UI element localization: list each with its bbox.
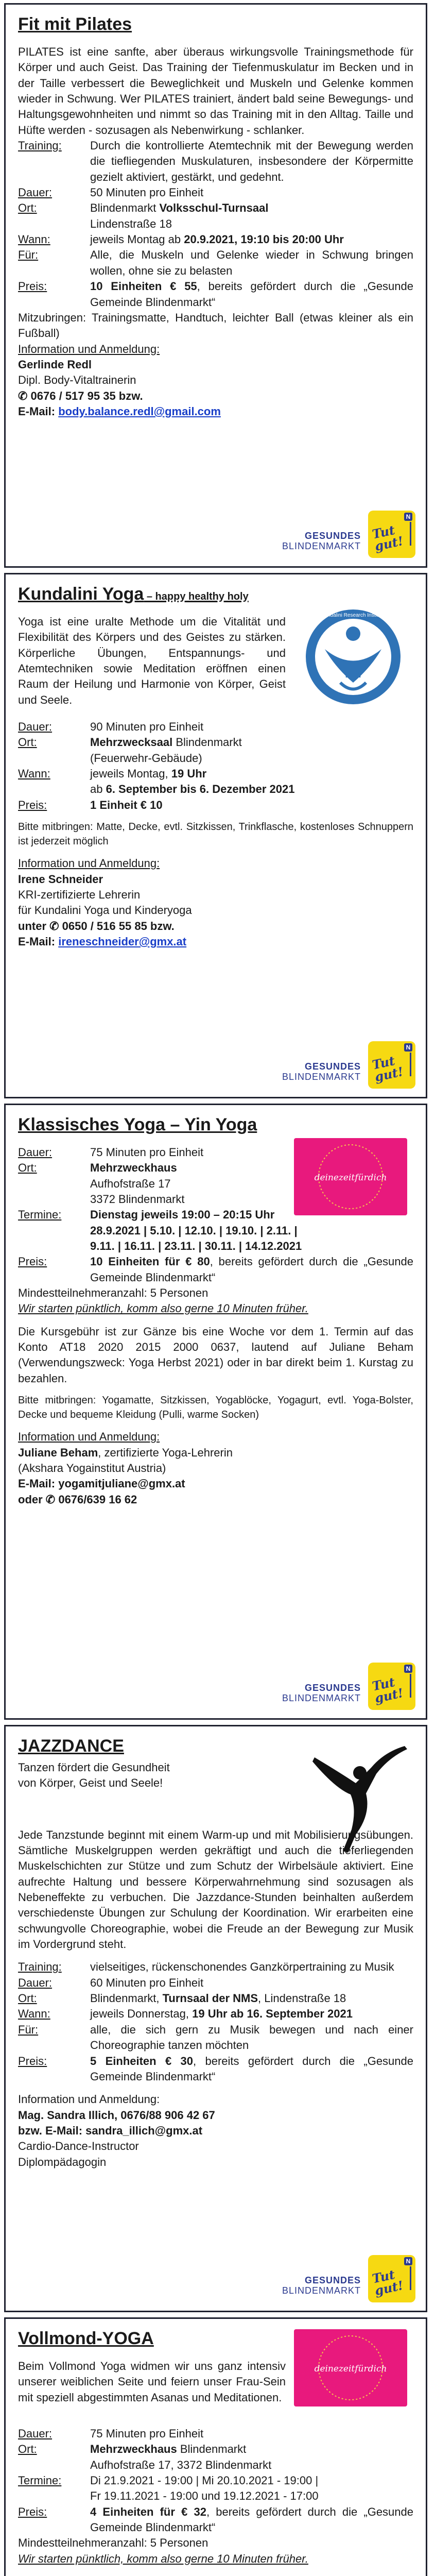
label: Training: bbox=[18, 139, 62, 152]
kundalini-contact bbox=[18, 856, 413, 950]
gesunde-gemeinde-logo bbox=[282, 2275, 361, 2296]
value bbox=[90, 2504, 413, 2536]
wann-bold: 20.9.2021, 19:10 bis 20:00 Uhr bbox=[184, 233, 344, 246]
klassisch-title: Klassisches Yoga – Yin Yoga bbox=[18, 1115, 257, 1134]
ort-line2: Lindenstraße 18 bbox=[90, 217, 172, 230]
contact-qual: Dipl. Body-Vitaltrainerin bbox=[18, 374, 136, 387]
label: Ort: bbox=[18, 2443, 37, 2456]
label: Preis: bbox=[18, 2054, 47, 2067]
vollmond-ort-row bbox=[18, 2442, 413, 2473]
pilates-preis-row bbox=[18, 279, 413, 310]
label: Wann: bbox=[18, 233, 50, 246]
preis-bold: 4 Einheiten für € 32 bbox=[90, 2505, 206, 2518]
contact-phone: unter ✆ 0650 / 516 55 85 bzw. bbox=[18, 919, 175, 933]
kundalini-card bbox=[4, 573, 427, 1098]
ort-pre: Blindenmarkt bbox=[90, 201, 160, 215]
vollmond-preis-row bbox=[18, 2504, 413, 2536]
contact-qual1: KRI-zertifizierte Lehrerin bbox=[18, 888, 141, 902]
jazz-training-row bbox=[18, 1959, 413, 1975]
vollmond-card bbox=[4, 2317, 427, 2576]
klassisch-min: Mindestteilnehmeranzahl: 5 Personen bbox=[18, 1286, 208, 1300]
contact-email[interactable]: bzw. E-Mail: sandra_illich@gmx.at bbox=[18, 2124, 203, 2137]
info-label: Information und Anmeldung: bbox=[18, 857, 160, 870]
label: Dauer: bbox=[18, 1145, 53, 1159]
contact-phone: ✆ 0676 / 517 95 35 bzw. bbox=[18, 389, 143, 402]
tut-gut-text: Tut gut! bbox=[371, 522, 405, 554]
label: Training: bbox=[18, 1960, 62, 1974]
value: 75 Minuten pro Einheit bbox=[90, 1145, 204, 1159]
jazz-wann-row bbox=[18, 2006, 413, 2022]
jazz-card bbox=[4, 1725, 427, 2312]
contact-email[interactable]: E-Mail: yogamitjuliane@gmx.at bbox=[18, 1477, 185, 1490]
klassisch-contact bbox=[18, 1429, 413, 1507]
wann-pre: jeweils Montag, bbox=[90, 767, 171, 781]
dancer-silhouette-icon bbox=[294, 1737, 423, 1855]
jazz-contact bbox=[18, 2092, 413, 2170]
tut-gut-logo bbox=[368, 1663, 415, 1710]
kri-text: KRI bbox=[345, 669, 361, 680]
wann-line2-bold: 6. September bis 6. Dezember 2021 bbox=[106, 783, 295, 796]
n-badge: N bbox=[404, 2257, 412, 2265]
preis-rest: , bereits gefördert durch die „Gesunde Gemeinde Blindenmarkt“ bbox=[90, 2505, 413, 2534]
value bbox=[90, 735, 413, 766]
label: Termine: bbox=[18, 1208, 62, 1222]
preis-bold: 5 Einheiten € 30 bbox=[90, 2054, 194, 2067]
kri-logo bbox=[294, 605, 412, 708]
logo-line1: GESUNDES bbox=[304, 530, 361, 541]
tut-gut-logo bbox=[368, 1041, 415, 1089]
ort-bold: Mehrzwecksaal bbox=[90, 736, 173, 749]
wann-pre: jeweils Donnerstag, bbox=[90, 2007, 193, 2021]
jazz-title: JAZZDANCE bbox=[18, 1736, 124, 1756]
value bbox=[90, 200, 413, 232]
logo-line1: GESUNDES bbox=[304, 2275, 361, 2285]
vollmond-termine-row bbox=[18, 2473, 413, 2504]
preis-bold: 1 Einheit € 10 bbox=[90, 798, 163, 811]
label: Ort: bbox=[18, 201, 37, 215]
info-label: Information und Anmeldung: bbox=[18, 342, 160, 355]
termine-line2: 28.9.2021 | 5.10. | 12.10. | 19.10. | 2.11. | bbox=[90, 1224, 298, 1237]
kri-ring-text: Kundalini Research Institute bbox=[321, 613, 386, 618]
contact-verband: (Akshara Yogainstitut Austria) bbox=[18, 1462, 166, 1475]
contact-qual2: Diplompädagogin bbox=[18, 2155, 107, 2168]
gesunde-gemeinde-logo bbox=[282, 1683, 361, 1704]
pilates-dauer-row bbox=[18, 185, 413, 200]
info-label: Information und Anmeldung: bbox=[18, 1430, 160, 1444]
jazz-ort-row bbox=[18, 1991, 413, 2006]
label: Ort: bbox=[18, 1992, 37, 2005]
gesunde-gemeinde-logo bbox=[282, 531, 361, 552]
value: 90 Minuten pro Einheit bbox=[90, 720, 204, 733]
label: Wann: bbox=[18, 767, 50, 781]
pilates-card bbox=[4, 3, 427, 568]
contact-name: Irene Schneider bbox=[18, 872, 103, 886]
klassisch-card bbox=[4, 1104, 427, 1720]
wann-bold: 19 Uhr ab 16. September 2021 bbox=[192, 2007, 353, 2021]
logo-line2: BLINDENMARKT bbox=[282, 1072, 361, 1082]
n-badge: N bbox=[404, 1043, 412, 1052]
termine-line3: 9.11. | 16.11. | 23.11. | 30.11. | 14.12.2021 bbox=[90, 1239, 302, 1252]
ort-line2: Aufhofstraße 17 bbox=[90, 1177, 171, 1190]
label: Preis: bbox=[18, 2505, 47, 2518]
kundalini-subtitle: – happy healthy holy bbox=[144, 591, 249, 602]
contact-qual1: Cardio-Dance-Instructor bbox=[18, 2140, 139, 2153]
jazz-fuer-row bbox=[18, 2022, 413, 2054]
pilates-training-row bbox=[18, 138, 413, 185]
kundalini-preis-row bbox=[18, 798, 413, 813]
value bbox=[90, 1991, 413, 2006]
contact-name: Juliane Beham bbox=[18, 1446, 98, 1459]
n-badge: N bbox=[404, 1665, 412, 1673]
info-label: Information und Anmeldung: bbox=[18, 2093, 160, 2106]
deine-zeit-logo bbox=[294, 2329, 407, 2406]
tut-gut-text: Tut gut! bbox=[371, 1053, 405, 1084]
logo-line1: GESUNDES bbox=[304, 1061, 361, 1072]
pilates-mitzubringen: Mitzubringen: Trainingsmatte, Handtuch, leichter Ball (etwas kleiner als ein Fußball) bbox=[18, 311, 413, 340]
pilates-title: Fit mit Pilates bbox=[18, 14, 132, 34]
vollmond-dauer-row bbox=[18, 2426, 413, 2442]
preis-rest: , bereits gefördert durch die „Gesunde Gemeinde Blindenmarkt“ bbox=[90, 2054, 413, 2083]
wann-bold: 19 Uhr bbox=[171, 767, 207, 781]
value bbox=[90, 2006, 413, 2022]
klassisch-puenktlich: Wir starten pünktlich, komm also gerne 10 Minuten früher. bbox=[18, 1302, 308, 1315]
vollmond-kurs bbox=[18, 2574, 413, 2576]
kundalini-title-main: Kundalini Yoga bbox=[18, 584, 144, 604]
label: Preis: bbox=[18, 798, 47, 811]
preis-bold: 10 Einheiten für € 80 bbox=[90, 1255, 210, 1268]
logo-line2: BLINDENMARKT bbox=[282, 2285, 361, 2296]
preis-rest: , bereits gefördert durch die „Gesunde Gemeinde Blindenmarkt“ bbox=[90, 280, 414, 309]
value: 75 Minuten pro Einheit bbox=[90, 2427, 204, 2440]
logo-line2: BLINDENMARKT bbox=[282, 541, 361, 552]
contact-phone: oder ✆ 0676/639 16 62 bbox=[18, 1493, 137, 1506]
jazz-preis-row bbox=[18, 2054, 413, 2085]
email-link[interactable]: ireneschneider@gmx.at bbox=[58, 935, 187, 948]
ort-bold: Mehrzweckhaus bbox=[90, 2443, 177, 2456]
value bbox=[90, 1254, 413, 1285]
kundalini-mitbringen: Bitte mitbringen: Matte, Decke, evtl. Sitzkissen, Trinkflasche, kostenloses Schnuppern ist jederzeit möglich bbox=[18, 821, 413, 847]
value: vielseitiges, rückenschonendes Ganzkörpertraining zu Musik bbox=[90, 1960, 394, 1974]
deine-zeit-text: deinezeitfürdich bbox=[314, 2364, 387, 2374]
ort-pre: Blindenmarkt, bbox=[90, 1992, 163, 2005]
value: Durch die kontrollierte Atemtechnik mit der Bewegung werden die tiefliegenden Muskulaturen, insbesondere der Körpermitte gezielt aktiviert, gestärkt, und gedehnt. bbox=[90, 139, 413, 183]
label: Preis: bbox=[18, 280, 47, 293]
label: Ort: bbox=[18, 736, 37, 749]
jazz-dauer-row bbox=[18, 1975, 413, 1991]
termine-line2: Fr 19.11.2021 - 19:00 und 19.12.2021 - 17:00 bbox=[90, 2489, 319, 2503]
email-link[interactable]: body.balance.redl@gmail.com bbox=[58, 405, 221, 418]
label: Preis: bbox=[18, 1255, 47, 1268]
tut-gut-logo bbox=[368, 511, 415, 558]
pilates-ort-row bbox=[18, 200, 413, 232]
preis-bold: 10 Einheiten € 55 bbox=[90, 280, 197, 293]
vollmond-intro: Beim Vollmond Yoga widmen wir uns ganz intensiv unserer weiblichen Seite und feiern unser Frau-Sein mit speziell abgestimmten Asanas und Meditationen. bbox=[18, 2359, 286, 2404]
kundalini-ort-row bbox=[18, 735, 413, 766]
gesunde-gemeinde-logo bbox=[282, 1061, 361, 1082]
deine-zeit-logo-icon bbox=[294, 1138, 407, 1215]
contact-qual2: für Kundalini Yoga und Kinderyoga bbox=[18, 904, 192, 917]
tut-gut-text: Tut gut! bbox=[371, 1674, 405, 1706]
kundalini-wann-row bbox=[18, 766, 413, 798]
contact-name: Gerlinde Redl bbox=[18, 358, 92, 371]
value: alle, die sich gern zu Musik bewegen und nach einer Choreographie tanzen möchten bbox=[90, 2023, 413, 2052]
jazz-slogan2: von Körper, Geist und Seele! bbox=[18, 1776, 163, 1790]
label: Dauer: bbox=[18, 186, 53, 199]
preis-rest: , bereits gefördert durch die „Gesunde Gemeinde Blindenmarkt“ bbox=[90, 1255, 413, 1284]
ort-line2: Aufhofstraße 17, 3372 Blindenmarkt bbox=[90, 2458, 272, 2471]
jazz-intro: Jede Tanzstunde beginnt mit einem Warm-up und mit Mobilisierungsübungen. Sämtliche Muskelgruppen werden gekräftigt und auch die tieferliegenden Muskelschichten zur Stütze und zum Schutz der Wirbelsäule aktiviert. Eine aufrechte Haltung und bessere Körperwahrnehmung sind sozusagen als Nebeneffekte zu verbuchen. Die Jazzdance-Stunden beinhalten außerdem verschiedenste Übungen zur Schulung der Koordination. Wir erarbeiten eine schwungvolle Choreographie, wobei die Freude an der Bewegung zur Musik im Vordergrund steht. bbox=[18, 1828, 413, 1951]
label: Termine: bbox=[18, 2473, 62, 2487]
label: Wann: bbox=[18, 2007, 50, 2021]
value bbox=[90, 2442, 413, 2473]
value bbox=[90, 766, 413, 798]
vollmond-min: Mindestteilnehmeranzahl: 5 Personen bbox=[18, 2536, 208, 2550]
wann-line2-pre: ab bbox=[90, 783, 106, 796]
tut-gut-text: Tut gut! bbox=[371, 2266, 405, 2298]
ort-rest: Blindenmarkt bbox=[177, 2443, 247, 2456]
ort-line2: (Feuerwehr-Gebäude) bbox=[90, 751, 202, 765]
wann-pre: jeweils Montag ab bbox=[90, 233, 184, 246]
termine-line1: Di 21.9.2021 - 19:00 | Mi 20.10.2021 - 19:00 | bbox=[90, 2473, 319, 2487]
pilates-contact bbox=[18, 342, 413, 420]
ort-rest: Blindenmarkt bbox=[172, 736, 242, 749]
value bbox=[90, 2473, 413, 2504]
ort-bold: Turnsaal der NMS bbox=[162, 1992, 258, 2005]
contact-name: Mag. Sandra Illich, 0676/88 906 42 67 bbox=[18, 2108, 215, 2122]
label: Dauer: bbox=[18, 720, 53, 733]
deine-zeit-text: deinezeitfürdich bbox=[314, 1173, 387, 1183]
value bbox=[90, 798, 413, 813]
kri-logo-icon bbox=[294, 605, 412, 708]
email-label: E-Mail: bbox=[18, 405, 59, 418]
vollmond-puenktlich: Wir starten pünktlich, komm also gerne 10 Minuten früher. bbox=[18, 2552, 308, 2565]
label: Für: bbox=[18, 2023, 39, 2036]
ort-bold: Mehrzweckhaus bbox=[90, 1161, 177, 1175]
termine-line1: Dienstag jeweils 19:00 – 20:15 Uhr bbox=[90, 1208, 275, 1222]
logo-line1: GESUNDES bbox=[304, 1682, 361, 1693]
klassisch-kurs: Die Kursgebühr ist zur Gänze bis eine Woche vor dem 1. Termin auf das Konto AT18 2020 2015 2000 0637, lautend auf Juliane Beham (Verwendungszweck: Yoga Herbst 2021) oder in bar direkt beim 1. Kurstag zu bezahlen. bbox=[18, 1325, 413, 1385]
dancer-illustration bbox=[294, 1737, 423, 1855]
kundalini-dauer-row bbox=[18, 719, 413, 735]
klassisch-mitbringen: Bitte mitbringen: Yogamatte, Sitzkissen, Yogablöcke, Yogagurt, evtl. Yoga-Bolster, Decke und bequeme Kleidung (Pulli, warme Socken) bbox=[18, 1395, 413, 1420]
deine-zeit-logo-icon bbox=[294, 2329, 407, 2406]
ort-bold: Volksschul-Turnsaal bbox=[159, 201, 269, 215]
value: 50 Minuten pro Einheit bbox=[90, 186, 204, 199]
kundalini-intro: Yoga ist eine uralte Methode um die Vitalität und Flexibilität des Körpers und des Geistes zu stärken. Körperliche Übungen, Entspannungs- und Atemtechniken sowie Meditation eröffnen einen Raum der Heilung und Harmonie von Körper, Geist und Seele. bbox=[18, 615, 286, 706]
ort-line3: 3372 Blindenmarkt bbox=[90, 1192, 185, 1206]
label: Für: bbox=[18, 248, 39, 262]
value bbox=[90, 279, 413, 310]
vollmond-title: Vollmond-YOGA bbox=[18, 2329, 154, 2348]
value: 60 Minuten pro Einheit bbox=[90, 1976, 204, 1989]
label: Ort: bbox=[18, 1161, 37, 1175]
email-label: E-Mail: bbox=[18, 935, 59, 948]
label: Dauer: bbox=[18, 2427, 53, 2440]
value: Alle, die Muskeln und Gelenke wieder in Schwung bringen wollen, ohne sie zu belasten bbox=[90, 248, 413, 277]
deine-zeit-logo bbox=[294, 1138, 407, 1215]
logo-line2: BLINDENMARKT bbox=[282, 1693, 361, 1704]
klassisch-preis-row bbox=[18, 1254, 413, 1285]
value bbox=[90, 2054, 413, 2085]
label: Dauer: bbox=[18, 1976, 53, 1989]
kundalini-title bbox=[18, 584, 413, 605]
contact-qual: , zertifizierte Yoga-Lehrerin bbox=[98, 1446, 233, 1459]
pilates-intro: PILATES ist eine sanfte, aber überaus wirkungsvolle Trainingsmethode für Körper und auch Geist. Das Training der Tiefenmuskulatur im Becken und in der Taille verbessert die Beweglichkeit und Muskeln und Gelenke kommen wieder in Schwung. Wer PILATES trainiert, ändert bald seine Bewegungs- und Haltungsgewohnheiten und nimmt so das Training mit in den Alltag. Taille und Hüfte werden - sozusagen als Nebenwirkung - schlanker. bbox=[18, 45, 413, 137]
ort-rest: , Lindenstraße 18 bbox=[258, 1992, 346, 2005]
n-badge: N bbox=[404, 513, 412, 521]
tut-gut-logo bbox=[368, 2255, 415, 2302]
pilates-wann-row bbox=[18, 232, 413, 247]
pilates-fuer-row bbox=[18, 247, 413, 279]
jazz-slogan1: Tanzen fördert die Gesundheit bbox=[18, 1760, 170, 1774]
value bbox=[90, 232, 413, 247]
